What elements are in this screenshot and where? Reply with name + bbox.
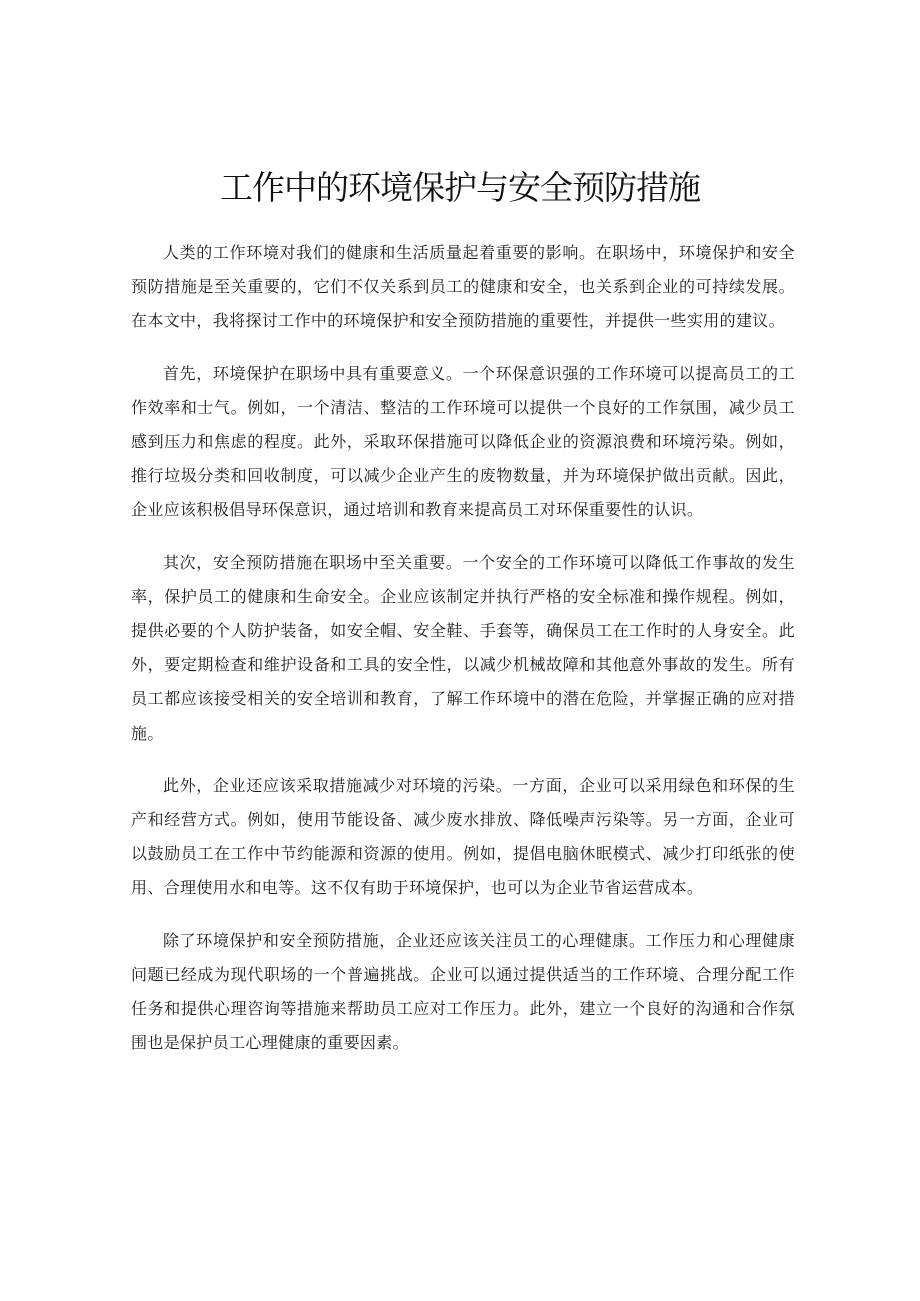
paragraph-intro: 人类的工作环境对我们的健康和生活质量起着重要的影响。在职场中，环境保护和安全预防措施是至关重要的，它们不仅关系到员工的健康和安全，也关系到企业的可持续发展。在本文中，我将探讨工作中的环境保护和安全预防措施的重要性，并提供一些实用的建议。: [131, 243, 795, 331]
paragraph-pollution-reduction: 此外，企业还应该采取措施减少对环境的污染。一方面，企业可以采用绿色和环保的生产和经营方式。例如，使用节能设备、减少废水排放、降低噪声污染等。另一方面，企业可以鼓励员工在工作中节约能源和资源的使用。例如，提倡电脑休眠模式、减少打印纸张的使用、合理使用水和电等。这不仅有助于环境保护，也可以为企业节省运营成本。: [131, 775, 795, 898]
paragraph-safety-measures: 其次，安全预防措施在职场中至关重要。一个安全的工作环境可以降低工作事故的发生率，保护员工的健康和生命安全。企业应该制定并执行严格的安全标准和操作规程。例如，提供必要的个人防护装备，如安全帽、安全鞋、手套等，确保员工在工作时的人身安全。此外，要定期检查和维护设备和工具的安全性，以减少机械故障和其他意外事故的发生。所有员工都应该接受相关的安全培训和教育，了解工作环境中的潜在危险，并掌握正确的应对措施。: [131, 552, 795, 743]
document-title: 工作中的环境保护与安全预防措施: [220, 168, 700, 207]
paragraph-environmental-protection: 首先，环境保护在职场中具有重要意义。一个环保意识强的工作环境可以提高员工的工作效率和士气。例如，一个清洁、整洁的工作环境可以提供一个良好的工作氛围，减少员工感到压力和焦虑的程度。此外，采取环保措施可以降低企业的资源浪费和环境污染。例如，推行垃圾分类和回收制度，可以减少企业产生的废物数量，并为环境保护做出贡献。因此，企业应该积极倡导环保意识，通过培训和教育来提高员工对环保重要性的认识。: [131, 363, 795, 520]
document-body: [131, 236, 795, 1078]
paragraph-mental-health: 除了环境保护和安全预防措施，企业还应该关注员工的心理健康。工作压力和心理健康问题已经成为现代职场的一个普遍挑战。企业可以通过提供适当的工作环境、合理分配工作任务和提供心理咨询等措施来帮助员工应对工作压力。此外，建立一个良好的沟通和合作氛围也是保护员工心理健康的重要因素。: [131, 930, 795, 1053]
